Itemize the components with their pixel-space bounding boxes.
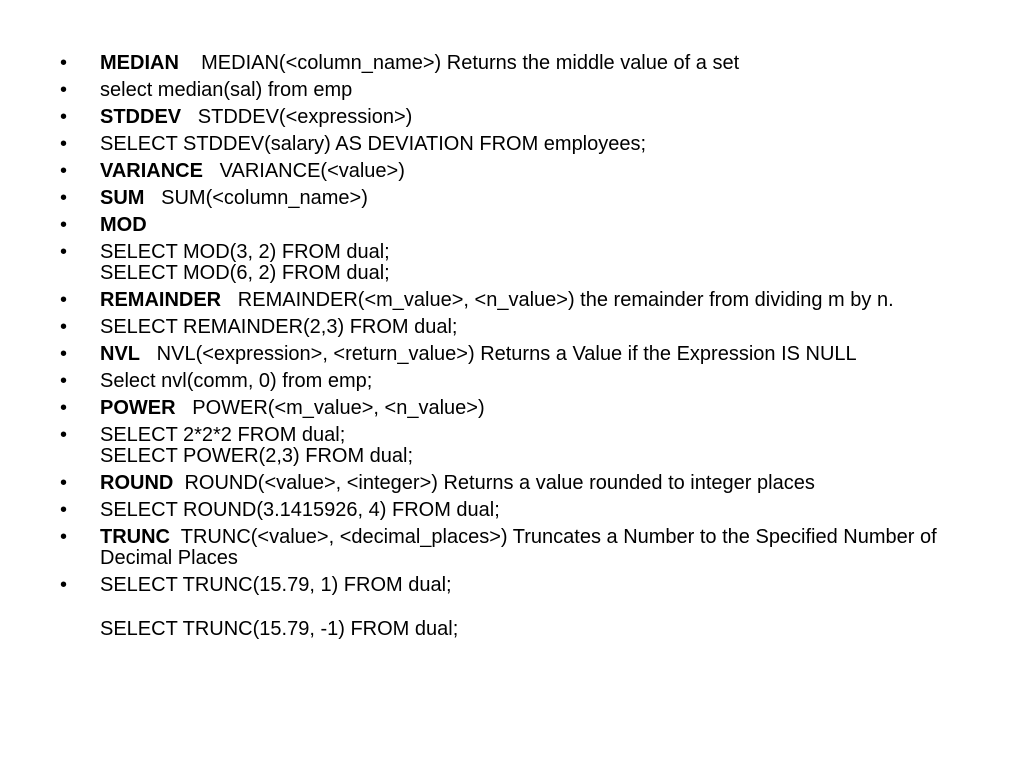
item-text: Select nvl(comm, 0) from emp;	[100, 370, 373, 392]
bullet-icon: •	[60, 397, 68, 419]
item-text-line-1: SELECT 2*2*2 FROM dual;	[100, 424, 346, 446]
bullet-icon: •	[60, 52, 68, 74]
list-item-median-example	[60, 80, 960, 101]
list-item-round	[60, 473, 960, 494]
item-text: SUM(<column_name>)	[161, 187, 368, 209]
function-name: VARIANCE	[100, 160, 203, 182]
function-name: SUM	[100, 187, 145, 209]
function-name: ROUND	[100, 472, 174, 494]
bullet-icon: •	[60, 79, 68, 101]
function-name: NVL	[100, 343, 140, 365]
bullet-icon: •	[60, 424, 68, 446]
list-item-remainder	[60, 290, 960, 311]
item-text: SELECT STDDEV(salary) AS DEVIATION FROM employees;	[100, 133, 647, 155]
bullet-icon: •	[60, 526, 68, 548]
item-text: MEDIAN(<column_name>) Returns the middle value of a set	[201, 52, 740, 74]
item-text-line-2: SELECT POWER(2,3) FROM dual;	[100, 445, 414, 467]
bullet-icon: •	[60, 316, 68, 338]
bullet-icon: •	[60, 214, 68, 236]
item-text: POWER(<m_value>, <n_value>)	[192, 397, 485, 419]
list-item-trunc-example	[60, 575, 960, 640]
item-text: VARIANCE(<value>)	[219, 160, 405, 182]
item-text: SELECT REMAINDER(2,3) FROM dual;	[100, 316, 458, 338]
function-name: POWER	[100, 397, 176, 419]
bullet-icon: •	[60, 187, 68, 209]
item-text-line-1: SELECT MOD(3, 2) FROM dual;	[100, 241, 390, 263]
list-item-round-example	[60, 500, 960, 521]
bullet-icon: •	[60, 499, 68, 521]
list-item-mod	[60, 215, 960, 236]
list-item-variance	[60, 161, 960, 182]
list-item-nvl-example	[60, 371, 960, 392]
bullet-icon: •	[60, 133, 68, 155]
function-name: REMAINDER	[100, 289, 222, 311]
list-item-power-example	[60, 425, 960, 467]
bullet-icon: •	[60, 241, 68, 263]
item-text-line-2: SELECT TRUNC(15.79, -1) FROM dual;	[100, 618, 459, 640]
item-text: SELECT ROUND(3.1415926, 4) FROM dual;	[100, 499, 500, 521]
item-text: STDDEV(<expression>)	[197, 106, 413, 128]
list-item-nvl	[60, 344, 960, 365]
function-name: MOD	[100, 214, 147, 236]
bullet-icon: •	[60, 574, 68, 596]
list-item-stddev	[60, 107, 960, 128]
function-name: MEDIAN	[100, 52, 179, 74]
list-item-median	[60, 53, 960, 74]
item-text: TRUNC(<value>, <decimal_places>) Truncates a Number to the Specified Number of Decimal Places	[100, 526, 937, 569]
bullet-icon: •	[60, 472, 68, 494]
item-text-line-1: SELECT TRUNC(15.79, 1) FROM dual;	[100, 574, 452, 596]
bullet-icon: •	[60, 289, 68, 311]
bullet-list	[60, 53, 960, 646]
list-item-remainder-example	[60, 317, 960, 338]
function-name: TRUNC	[100, 526, 170, 548]
bullet-icon: •	[60, 160, 68, 182]
bullet-icon: •	[60, 370, 68, 392]
item-text-line-2: SELECT MOD(6, 2) FROM dual;	[100, 262, 390, 284]
list-item-mod-example	[60, 242, 960, 284]
item-text: select median(sal) from emp	[100, 79, 353, 101]
list-item-stddev-example	[60, 134, 960, 155]
item-text: NVL(<expression>, <return_value>) Returns a Value if the Expression IS NULL	[156, 343, 857, 365]
list-item-sum	[60, 188, 960, 209]
list-item-power	[60, 398, 960, 419]
list-item-trunc	[60, 527, 960, 569]
function-name: STDDEV	[100, 106, 182, 128]
item-text: ROUND(<value>, <integer>) Returns a value rounded to integer places	[184, 472, 815, 494]
bullet-icon: •	[60, 343, 68, 365]
item-text: REMAINDER(<m_value>, <n_value>) the remainder from dividing m by n.	[237, 289, 894, 311]
bullet-icon: •	[60, 106, 68, 128]
